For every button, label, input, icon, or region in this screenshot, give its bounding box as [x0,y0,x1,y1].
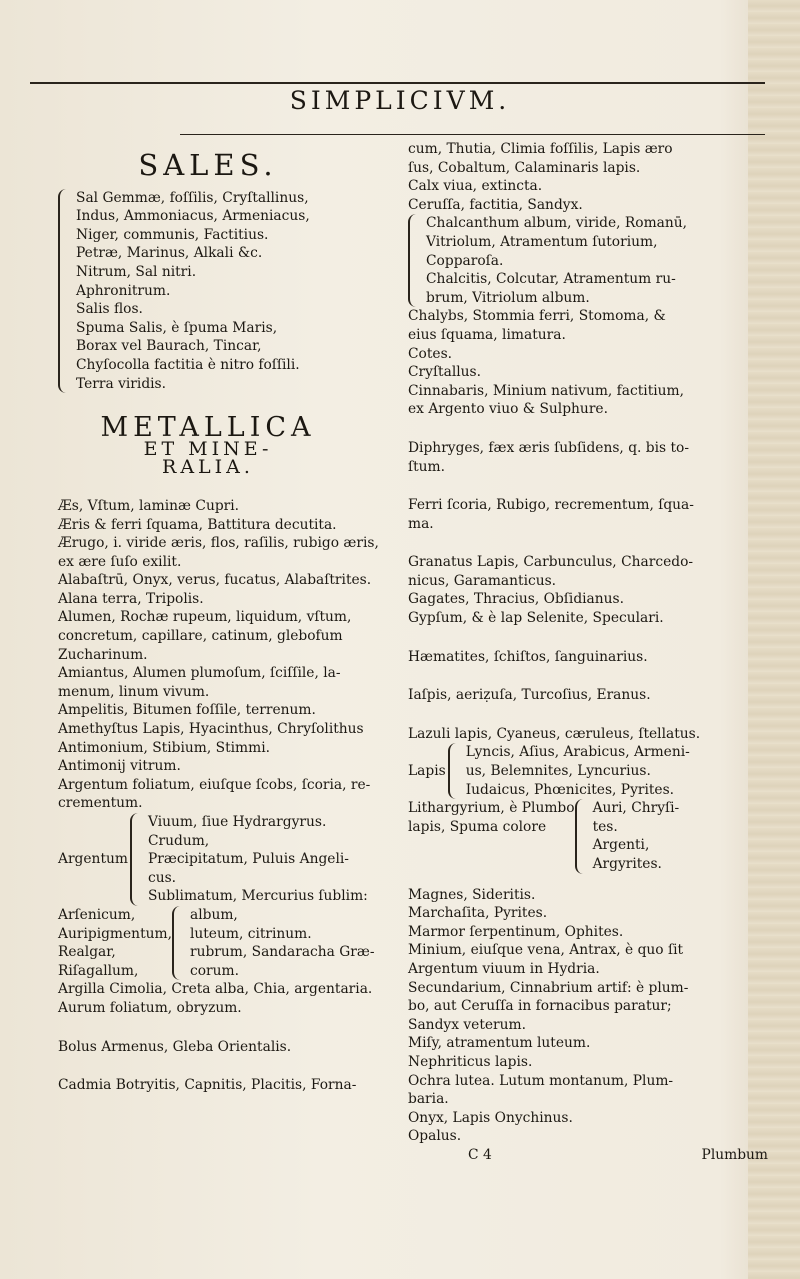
sales-entry: Niger, communis, Factitius. [76,226,269,243]
argentum-entry: Viuum, ſiue Hydrargyrus. [147,814,327,830]
metallica-entry: Amiantus, Alumen plumoſum, ſciſſile, la- [58,665,341,682]
metallica-entry: Argentum foliatum, eiuſque ſcobs, ſcoria, re- [58,776,371,793]
right-entry: Ochra lutea. Lutum montanum, Plum- [408,1072,674,1089]
lithargyrium-group [408,799,768,873]
vitriol-entry: Copparoſa. [426,252,504,269]
right-entry: Gypſum, & è lap Selenite, Speculari. [408,610,664,627]
sales-brace [58,189,72,394]
metallica-heading: METALLICA [100,412,316,444]
lapis-group [408,743,768,799]
metallica-entry: Alumen, Rochæ rupeum, liquidum, vſtum, [58,609,352,626]
right-entries-6 [408,648,768,667]
lithargyrium-entry: Argyrites. [592,856,662,872]
right-entry: ſus, Cobaltum, Calaminaris lapis. [408,159,641,176]
right-entries-8 [408,725,768,744]
header-rule [30,82,765,84]
sales-entry: Aphronitrum. [76,282,171,299]
arsenicum-items [190,906,375,980]
vitriol-entry: Vitriolum, Atramentum ſutorium, [426,233,658,250]
metallica-entry: Ærugo, i. viride æris, flos, raſilis, rubigo æris, [58,535,379,552]
right-entry: Granatus Lapis, Carbunculus, Charcedo- [408,554,694,571]
right-entry: Diphryges, fæx æris ſubſidens, q. bis to- [408,439,690,456]
lithargyrium-labels [408,799,575,873]
right-entry: Onyx, Lapis Onychinus. [408,1109,573,1126]
lithargyrium-entry: Argenti, [592,837,650,854]
argentum-group [58,813,388,906]
cadmia-entry: Cadmia Botryitis, Capnitis, Placitis, Forna- [58,1077,357,1094]
metallica-entry: Amethyſtus Lapis, Hyacinthus, Chryſolithus [58,721,364,738]
right-entry: Sandyx veterum. [408,1016,526,1033]
arsenicum-labels [58,906,172,980]
right-entry: ex Argento viuo & Sulphure. [408,401,608,418]
right-entry: Hæmatites, ſchiſtos, ſanguinarius. [408,648,648,665]
argentum-entry: Crudum, [147,832,210,849]
arsenicum-brace [172,906,186,980]
metallica-subheading-2: RALIA. [162,456,254,479]
right-entries-2 [408,307,768,419]
sales-entry: Petræ, Marinus, Alkali &c. [76,245,263,262]
right-entry: Iaſpis, aeriẓuſa, Turcoſius, Eranus. [408,687,651,704]
right-entry: Secundarium, Cinnabrium artif: è plum- [408,979,689,996]
right-entry: Chalybs, Stommia ferri, Stomoma, & [408,308,666,325]
metallica-entry: Alabaſtrū, Onyx, verus, fucatus, Alabaſtrites. [58,572,372,589]
right-entry: ma. [408,515,434,532]
argentum-entry: Præcipitatum, Puluis Angeli- [147,851,349,868]
arsenicum-label: Realgar, [58,944,116,961]
vitriol-entry: brum, Vitriolum album. [426,289,590,306]
argentum-label: Argentum [58,851,128,868]
lapis-entry: us, Belemnites, Lyncurius. [465,763,651,780]
lapis-label: Lapis [408,763,446,780]
lapis-entry: Iudaicus, Phœnicites, Pyrites. [465,781,675,798]
right-entry: bo, aut Ceruſſa in fornacibus paratur; [408,998,672,1015]
metallica-entry: Antimonij vitrum. [58,758,181,775]
metallica-entry: Alana terra, Tripolis. [58,590,204,607]
sales-items [76,189,310,394]
arsenicum-entry: luteum, citrinum. [189,925,312,942]
argentum-items [148,813,368,906]
right-entry: Calx viua, extincta. [408,178,543,195]
right-entries-4 [408,496,768,533]
lithargyrium-entry: tes. [592,818,618,835]
arsenicum-group [58,906,388,980]
metallica-entry: Argilla Cimolia, Creta alba, Chia, argentaria. [58,981,373,998]
lithargyrium-entry: Auri, Chryſi- [592,800,680,817]
right-entry: Magnes, Sideritis. [408,886,536,903]
arsenicum-label: Auripigmentum, [58,925,172,942]
vitriol-brace [408,214,422,307]
lithargyrium-brace [575,799,589,873]
right-entry: Minium, eiuſque vena, Antrax, è quo ſit [408,942,684,959]
lapis-brace [448,743,462,799]
metallica-entry: Aurum foliatum, obryzum. [58,999,242,1016]
vitriol-entry: Chalcitis, Colcutar, Atramentum ru- [426,271,676,288]
right-entries-7 [408,686,768,705]
right-entry: Gagates, Thracius, Obſidianus. [408,591,625,608]
right-entries-1 [408,140,768,214]
bolus-entry: Bolus Armenus, Gleba Orientalis. [58,1038,292,1055]
right-entries-3 [408,439,768,476]
sales-heading: SALES. [138,148,278,182]
right-entry: Ferri ſcoria, Rubigo, recrementum, ſqua- [408,497,694,514]
argentum-entry: Sublimatum, Mercurius ſublim: [147,888,368,905]
right-entry: ſtum. [408,458,446,475]
page-footer [468,1146,768,1165]
arsenicum-label: Riſagallum, [58,962,139,979]
right-entries-5 [408,553,768,627]
lithargyrium-label: lapis, Spuma colore [408,818,547,835]
right-entries-9 [408,886,768,1146]
arsenicum-label: Arſenicum, [58,906,136,923]
metallica-entry: Antimonium, Stibium, Stimmi. [58,739,270,756]
left-column [58,150,388,1095]
lithargyrium-items [593,799,680,873]
vitriol-items [426,214,687,307]
sales-entry: Terra viridis. [76,375,167,392]
vitriol-group [408,214,768,307]
lapis-entry: Lyncis, Aſius, Arabicus, Armeni- [465,744,690,761]
arsenicum-entry: corum. [189,962,239,979]
sales-entry: Spuma Salis, è ſpuma Maris, [76,319,278,336]
metallica-entry: ex ære ſuſo exilit. [58,553,182,570]
metallica-entry: crementum. [58,795,143,812]
right-column [408,140,768,1165]
argentum-brace [130,813,144,906]
sales-entry: Borax vel Baurach, Tincar, [76,338,262,355]
catchword: Plumbum [701,1146,768,1163]
right-entry: cum, Thutia, Climia foſſilis, Lapis æro [408,141,673,157]
metallica-entry: Ampelitis, Bitumen foſſile, terrenum. [58,702,316,719]
metallica-entries-2 [58,980,388,1017]
right-entry: Lazuli lapis, Cyaneus, cæruleus, ſtellatus. [408,725,701,742]
lithargyrium-label: Lithargyrium, è Plumbo [408,800,575,817]
metallica-entry: concretum, capillare, catinum, glebofum [58,628,343,645]
metallica-entry: menum, linum vivum. [58,683,210,700]
right-entry: Cinnabaris, Minium nativum, factitium, [408,382,685,399]
right-entry: Marmor ſerpentinum, Ophites. [408,923,624,940]
right-entry: Marchaſita, Pyrites. [408,905,548,922]
right-entry: Miſy, atramentum luteum. [408,1035,591,1052]
metallica-entry: Æs, Vſtum, laminæ Cupri. [58,497,240,514]
signature-mark: C 4 [468,1146,492,1163]
metallica-subheading-1: ET MINE- [143,437,273,460]
right-entry: Ceruſſa, factitia, Sandyx. [408,196,583,213]
right-entry: eius ſquama, limatura. [408,326,566,343]
right-entry: Argentum viuum in Hydria. [408,960,600,977]
sales-entry: Nitrum, Sal nitri. [76,263,197,280]
metallica-entry: Zucharinum. [58,646,148,663]
sales-entry: Salis flos. [76,301,143,318]
sales-entry: Sal Gemmæ, foſſilis, Cryſtallinus, [76,189,309,206]
sales-list [58,189,388,394]
right-entry: Cotes. [408,345,453,362]
sales-entry: Indus, Ammoniacus, Armeniacus, [76,208,310,225]
arsenicum-entry: rubrum, Sandaracha Græ- [189,944,375,961]
right-entry: Opalus. [408,1128,462,1145]
right-entry: nicus, Garamanticus. [408,572,557,589]
argentum-entry: cus. [147,869,177,886]
metallica-entry: Æris & ferri ſquama, Battitura decutita. [58,516,337,533]
header-subrule [180,134,765,135]
arsenicum-entry: album, [189,906,238,923]
right-entry: Nephriticus lapis. [408,1053,533,1070]
metallica-entries-1 [58,497,388,813]
vitriol-entry: Chalcanthum album, viride, Romanū, [426,215,688,232]
right-entry: Cryſtallus. [408,364,481,381]
sales-entry: Chyſocolla factitia è nitro foſſili. [76,356,300,373]
running-title: SIMPLICIVM. [289,86,511,115]
lapis-items [466,743,690,799]
right-entry: baria. [408,1091,449,1108]
